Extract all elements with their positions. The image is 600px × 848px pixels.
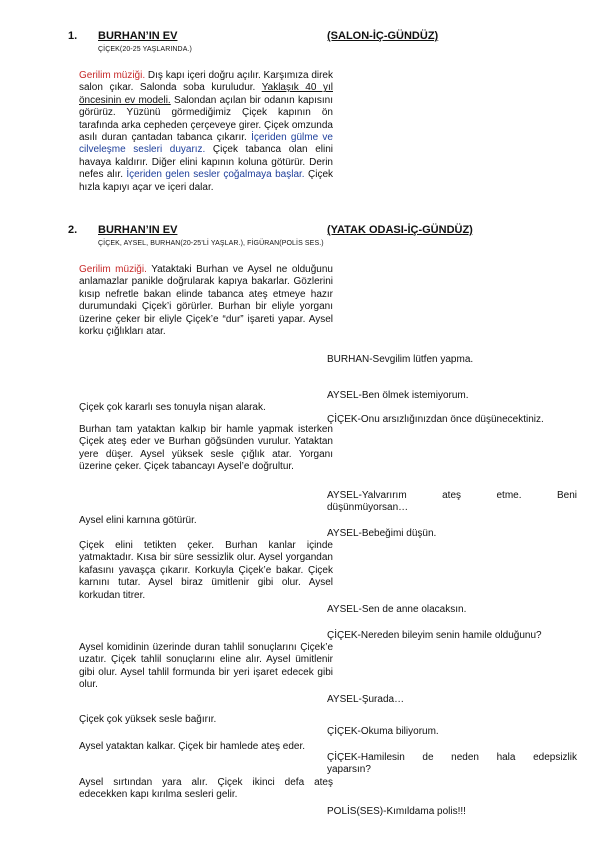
dialogue-line: AYSEL-Sen de anne olacaksın.	[327, 604, 467, 615]
scene-2-type: (YATAK ODASI-İÇ-GÜNDÜZ)	[327, 224, 473, 236]
action-paragraph: Burhan tam yataktan kalkıp bir hamle yapmak isterken Çiçek ateş eder ve Burhan göğsünden vurulur. Yataktan yere düşer. Aysel yüksek sesle çığlık atar. Yorganı üzerine çeker. Çiçek tabancayı Aysel’e doğrultur.	[79, 424, 333, 473]
sound-cue: İçeriden gelen sesler çoğalmaya başlar.	[126, 169, 305, 181]
action-paragraph: Aysel sırtından yara alır. Çiçek ikinci defa ateş edecekken kapı kırılma sesleri gelir.	[79, 777, 333, 801]
dialogue-line: ÇİÇEK-Nereden bileyim senin hamile olduğunu?	[327, 630, 542, 641]
dialogue-line: ÇİÇEK-Okuma biliyorum.	[327, 726, 439, 737]
scene-2-action-1: Gerilim müziği. Yataktaki Burhan ve Aysel ne olduğunu anlamazlar panikle doğrularak kapıya bakarlar. Gözlerini kısıp nefretle bakan elinde tabanca ateş etmeye hazır durumundaki Çiçek’i görürler. Burhan bir eliyle yorganı üzerine çeker bir eliyle Çiçek’e “dur” işareti yapar. Aysel korku çığlıkları atar.	[79, 264, 333, 338]
dialogue-line: ÇİÇEK-Hamilesin de neden hala edepsizlik yaparsın?	[327, 752, 577, 776]
dialogue-line: ÇİÇEK-Onu arsızlığınızdan önce düşünecektiniz.	[327, 414, 544, 425]
scene-1-number: 1.	[68, 30, 78, 42]
scene-1-location: BURHAN’IN EV	[98, 30, 178, 42]
scene-1-action: Gerilim müziği. Dış kapı içeri doğru açılır. Karşımıza direk salon çıkar. Salonda soba kuruludur. Yaklaşık 40 yıl öncesinin ev modeli. Salondan açılan bir odanın kapısını görürüz. Yüzünü görmediğimiz Çiçek kapının ön tarafında arka cepheden çerçeveye girer. Çiçek omzunda asılı duran çantadan tabanca çıkarır. İçeriden gülme ve cilveleşme sesleri duyarız. Çiçek tabanca olan elini havaya kaldırır. Diğer elini kapının koluna götürür. Derin nefes alır. İçeriden gelen sesler çoğalmaya başlar. Çiçek hızla kapıyı açar ve içeri dalar.	[79, 70, 334, 193]
scene-2-location: BURHAN’IN EV	[98, 224, 178, 236]
dialogue-line: POLİS(SES)-Kımıldama polis!!!	[327, 806, 466, 817]
scene-1-cast: ÇİÇEK(20-25 YAŞLARINDA.)	[98, 46, 192, 53]
action-paragraph: Çiçek çok kararlı ses tonuyla nişan alarak.	[79, 402, 266, 413]
scene-2-cast: ÇİÇEK, AYSEL, BURHAN(20-25’Lİ YAŞLAR.), FİGÜRAN(POLİS SES.)	[98, 240, 324, 247]
scene-1-type: (SALON-İÇ-GÜNDÜZ)	[327, 30, 439, 42]
dialogue-line: AYSEL-Bebeğimi düşün.	[327, 528, 437, 539]
dialogue-line: AYSEL-Ben ölmek istemiyorum.	[327, 390, 469, 401]
scene-2-number: 2.	[68, 224, 78, 236]
action-paragraph: Aysel elini karnına götürür.	[79, 515, 197, 526]
action-paragraph: Çiçek elini tetikten çeker. Burhan kanlar içinde yatmaktadır. Kısa bir süre sessizlik olur. Aysel yorgandan kafasını yavaşça çıkarır. Korkuyla Çiçek’e bakar. Çiçek karnını tutar. Aysel biraz ümitlenir gibi olur. Aysel korkudan titrer.	[79, 540, 333, 601]
action-paragraph: Çiçek çok yüksek sesle bağırır.	[79, 714, 217, 725]
dialogue-line: BURHAN-Sevgilim lütfen yapma.	[327, 354, 474, 365]
action-paragraph: Aysel komidinin üzerinde duran tahlil sonuçlarını Çiçek’e uzatır. Çiçek tahlil sonuçlarını eline alır. Aysel ümitlenir gibi olur. Aysel tahlil formunda bir yeri işaret edecek gibi olur.	[79, 642, 333, 691]
sound-cue: İçeriden gülme ve cilveleşme sesleri duyarız.	[79, 132, 333, 156]
music-cue: Gerilim müziği.	[79, 70, 146, 81]
dialogue-line: AYSEL-Yalvarırım ateş etme. Beni düşünmüyorsan…	[327, 490, 577, 514]
action-paragraph: Aysel yataktan kalkar. Çiçek bir hamlede ateş eder.	[79, 741, 306, 752]
dialogue-line: AYSEL-Şurada…	[327, 694, 405, 705]
music-cue: Gerilim müziği.	[79, 264, 147, 275]
